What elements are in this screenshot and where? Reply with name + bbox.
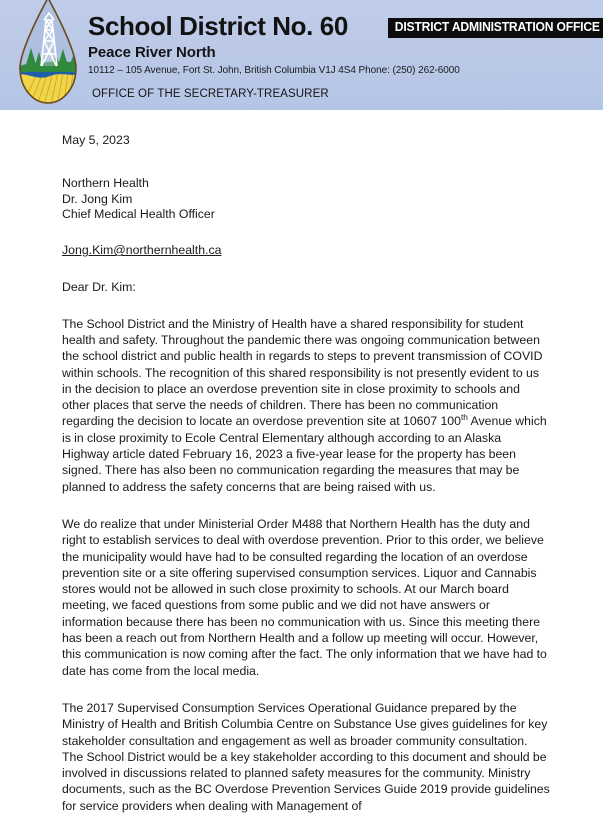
recipient-block: [62, 176, 550, 223]
paragraph-1: [62, 316, 550, 495]
paragraph-1-part-a: The School District and the Ministry of Health have a shared responsibility for student health and safety. Throughout the pandemic there was ongoing communication between the school district and public health in regards to steps to prevent transmission of COVID within schools. The recognition of this shared responsibility is not presently evident to us in the decision to place an overdose prevention site in close proximity to schools and other places that serve the needs of children. There has been no communication regarding the decision to locate an overdose prevention site at 10607 100: [62, 316, 543, 429]
ordinal-superscript: th: [460, 412, 468, 423]
recipient-email-link[interactable]: Jong.Kim@northernhealth.ca: [62, 243, 222, 258]
letter-date: May 5, 2023: [62, 133, 130, 147]
recipient-organization: Northern Health: [62, 176, 149, 191]
salutation: Dear Dr. Kim:: [62, 280, 136, 295]
recipient-email-line: [62, 244, 550, 256]
district-title: School District No. 60: [88, 11, 348, 41]
secretary-treasurer-office-line: OFFICE OF THE SECRETARY-TREASURER: [92, 88, 329, 100]
paragraph-3: The 2017 Supervised Consumption Services Operational Guidance prepared by the Ministry of Health and British Columbia Centre on Substance Use gives guidelines for key stakeholder consultation and engagement as well as broader community consultation. The School District would be a key stakeholder according to this document and should be involved in discussions related to planned safety measures for the community. Ministry documents, such as the BC Overdose Prevention Services Guide 2019 provide guidelines for service providers when dealing with Management of: [62, 700, 550, 813]
letter-body: [62, 134, 550, 835]
district-administration-office-badge: DISTRICT ADMINISTRATION OFFICE: [388, 18, 603, 38]
district-address: 10112 – 105 Avenue, Fort St. John, British Columbia V1J 4S4 Phone: (250) 262-6000: [88, 65, 460, 76]
recipient-title: Chief Medical Health Officer: [62, 207, 215, 222]
recipient-name: Dr. Jong Kim: [62, 191, 133, 206]
paragraph-1-part-b: Avenue which is in close proximity to Ecole Central Elementary although according to an Alaska Highway article dated February 16, 2023 a five-year lease for the property has been signed. There has also been no communication regarding the measures that may be planned to address the safety concerns that are being raised with us.: [62, 414, 547, 494]
district-subtitle: Peace River North: [88, 44, 216, 61]
paragraph-2: We do realize that under Ministerial Order M488 that Northern Health has the duty and right to establish services to deal with overdose prevention. Prior to this order, we believe the municipality would have had to be consulted regarding the location of an overdose prevention site or a site offering supervised consumption services. Liquor and Cannabis stores would not be allowed in such close proximity to schools. At our March board meeting, we faced questions from some public and we did not have answers or information because there has been no communication with us. Since this meeting there has been a reach out from Northern Health and a follow up meeting will occur. However, this communication is now coming after the fact. The only information that we have had to date has come from the local media.: [62, 516, 547, 678]
water-drop-district-logo: [12, 0, 84, 110]
letterhead-banner: [0, 0, 603, 110]
